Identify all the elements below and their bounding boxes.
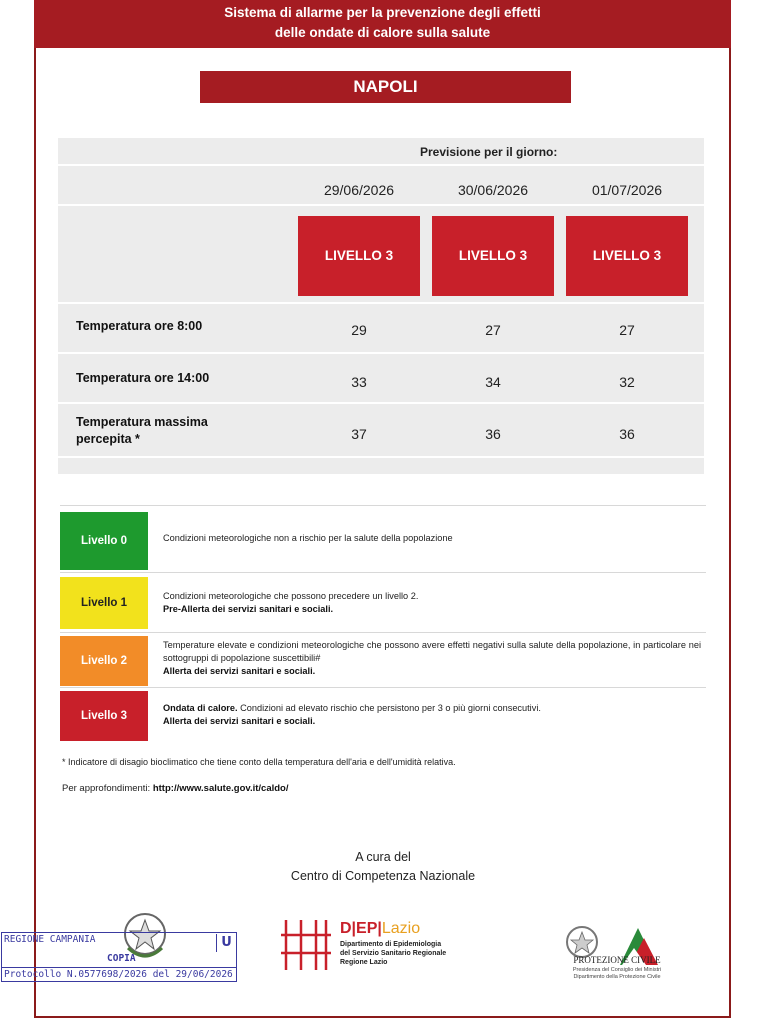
dep-sub-3: Regione Lazio	[340, 959, 388, 966]
credits	[260, 848, 506, 886]
temperature-value: 36	[619, 426, 635, 442]
dep-subtitle	[340, 940, 446, 967]
level-badge: LIVELLO 3	[566, 216, 688, 296]
stamp-u: U	[216, 934, 236, 952]
legend-text	[163, 639, 701, 678]
legend-description: Condizioni meteorologiche che possono precedere un livello 2.	[163, 591, 419, 601]
forecast-date: 29/06/2026	[323, 182, 395, 198]
dep-sub-2: del Servizio Sanitario Regionale	[340, 950, 447, 957]
legend-lead: Ondata di calore.	[163, 703, 238, 713]
legend-alert: Allerta dei servizi sanitari e sociali.	[163, 666, 316, 676]
row-label-line-2: percepita *	[76, 432, 140, 446]
legend-row-3	[60, 687, 706, 741]
temperature-value: 27	[485, 322, 501, 338]
row-label-line-1: Temperatura massima	[76, 415, 208, 429]
footnote: * Indicatore di disagio bioclimatico che tiene conto della temperatura dell'aria e dell'umidità relativa.	[62, 757, 456, 767]
level-badge: LIVELLO 3	[432, 216, 554, 296]
legend-description: Temperature elevate e condizioni meteorologiche che possono avere effetti negativi sulla salute della popolazione, in particolare nei sottogruppi di popolazione suscettibili#	[163, 640, 701, 663]
credits-line-2: Centro di Competenza Nazionale	[290, 869, 476, 883]
legend-row-1	[60, 572, 706, 630]
forecast-levels-row	[58, 206, 704, 302]
temperature-value: 33	[351, 374, 367, 390]
protocol-stamp	[1, 932, 237, 982]
legend-description: Condizioni ad elevato rischio che persistono per 3 o più giorni consecutivi.	[240, 703, 541, 713]
header-banner	[34, 0, 731, 48]
city-title: NAPOLI	[200, 71, 571, 103]
row-label	[76, 414, 208, 448]
temperature-value: 32	[619, 374, 635, 390]
header-line-2: delle ondate di calore sulla salute	[274, 25, 491, 40]
temperature-row-max	[58, 404, 704, 456]
row-label: Temperatura ore 8:00	[76, 319, 203, 333]
more-info-label: Per approfondimenti:	[62, 783, 151, 794]
legend-swatch: Livello 2	[60, 636, 148, 686]
forecast-dates-row	[58, 166, 704, 204]
legend-text	[163, 532, 701, 545]
legend-text	[163, 590, 701, 616]
forecast-caption-row	[58, 138, 704, 164]
dep-title-b: Lazio	[381, 920, 421, 937]
legend-alert: Pre-Allerta dei servizi sanitari e sociali.	[163, 604, 334, 614]
legend-swatch: Livello 1	[60, 577, 148, 629]
level-badge: LIVELLO 3	[298, 216, 420, 296]
legend-description: Condizioni meteorologiche non a rischio per la salute della popolazione	[163, 533, 453, 543]
dep-title	[340, 920, 420, 938]
credits-line-1: A cura del	[355, 850, 411, 864]
temperature-value: 29	[351, 322, 367, 338]
legend-swatch: Livello 3	[60, 691, 148, 741]
temperature-value: 36	[485, 426, 501, 442]
table-footer-row	[58, 458, 704, 474]
legend-swatch: Livello 0	[60, 512, 148, 570]
forecast-date: 30/06/2026	[457, 182, 529, 198]
stamp-protocol: Protocollo N.0577698/2026 del 29/06/2026	[2, 967, 236, 980]
temperature-value: 34	[485, 374, 501, 390]
legend-text	[163, 702, 701, 728]
legend-row-0	[60, 505, 706, 569]
temperature-row-8	[58, 304, 704, 352]
pc-title: PROTEZIONE CIVILE	[573, 955, 661, 965]
stamp-copia: COPIA	[107, 953, 136, 964]
pc-subtitle	[558, 967, 676, 981]
pc-sub-2: Dipartimento della Protezione Civile	[573, 974, 661, 980]
header-line-1: Sistema di allarme per la prevenzione degli effetti	[224, 5, 541, 20]
temperature-value: 37	[351, 426, 367, 442]
legend-row-2	[60, 632, 706, 686]
legend-alert: Allerta dei servizi sanitari e sociali.	[163, 716, 316, 726]
more-info-link[interactable]: http://www.salute.gov.it/caldo/	[152, 783, 289, 794]
more-info	[62, 783, 289, 794]
dep-title-a: D|EP|	[340, 920, 382, 937]
forecast-caption: Previsione per il giorno:	[420, 145, 558, 159]
forecast-date: 01/07/2026	[591, 182, 663, 198]
pc-sub-1: Presidenza del Consiglio dei Ministri	[572, 967, 662, 973]
stamp-region: REGIONE CAMPANIA	[4, 934, 96, 945]
dep-sub-1: Dipartimento di Epidemiologia	[340, 941, 442, 948]
row-label: Temperatura ore 14:00	[76, 371, 210, 385]
temperature-row-14	[58, 354, 704, 402]
temperature-value: 27	[619, 322, 635, 338]
